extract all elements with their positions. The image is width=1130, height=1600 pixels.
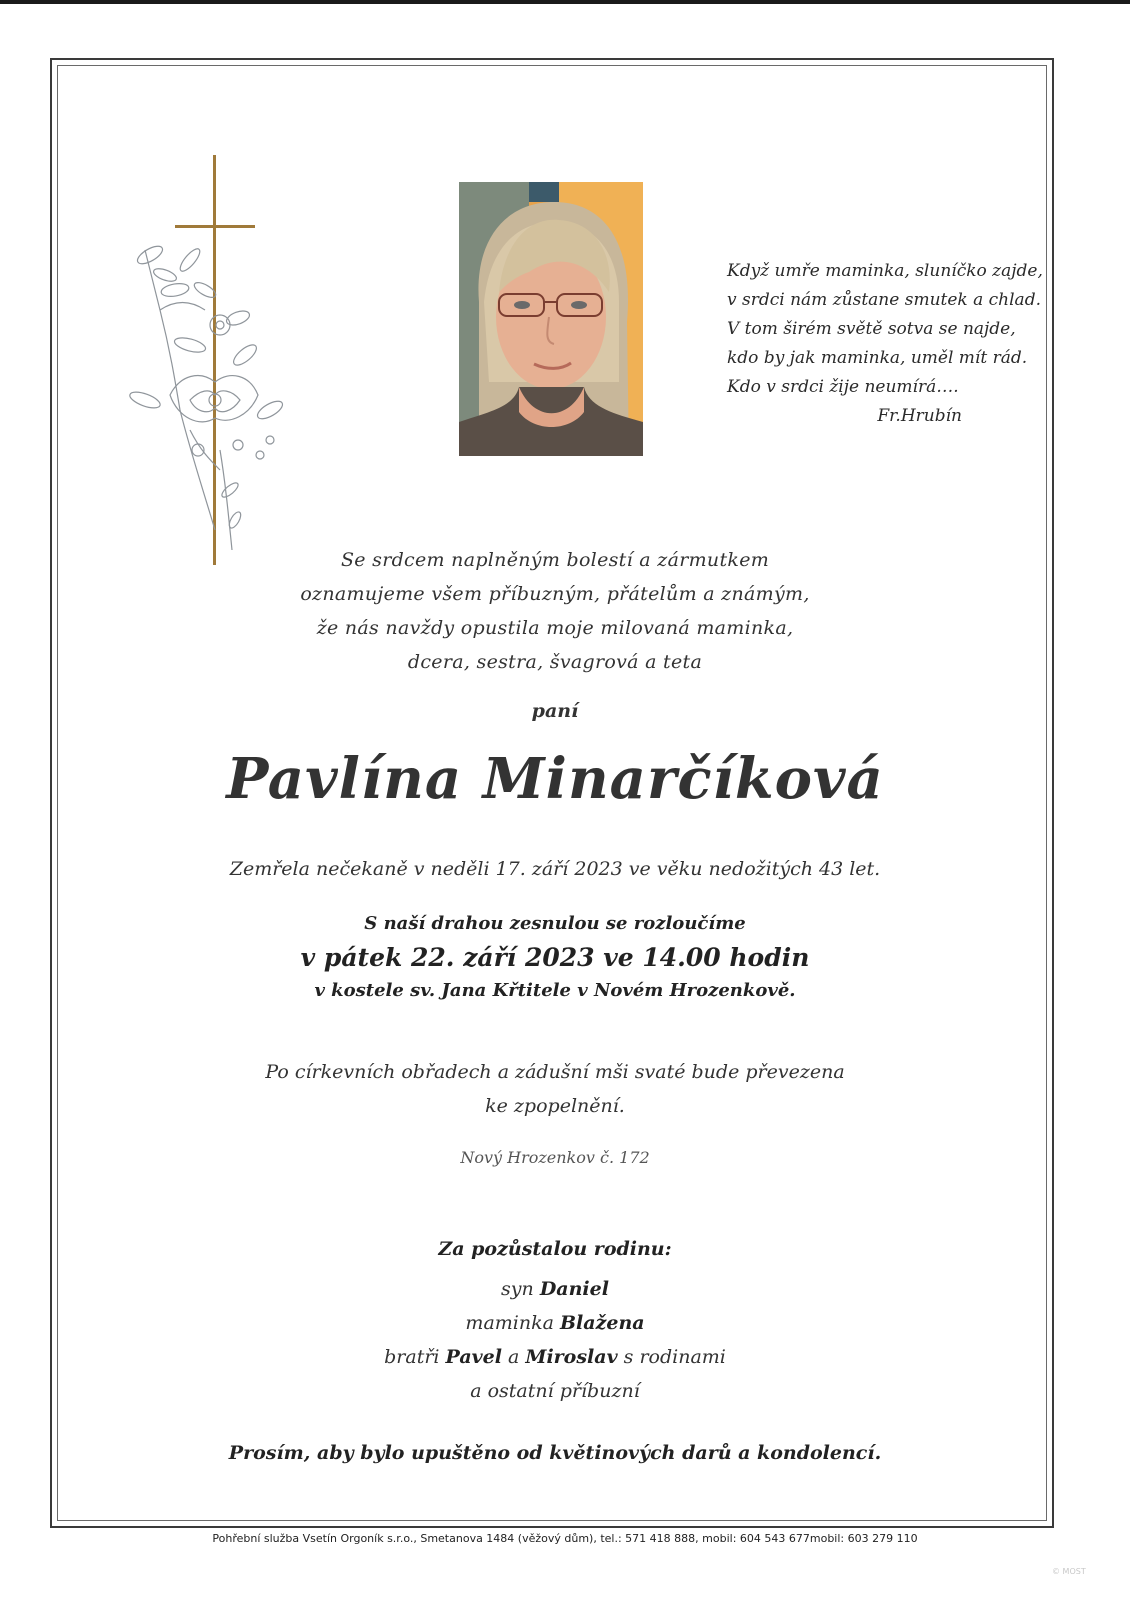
son-prefix: syn	[501, 1278, 534, 1300]
brother-name: Pavel	[445, 1346, 502, 1368]
brother-name: Miroslav	[525, 1346, 618, 1368]
poem-author: Fr.Hrubín	[877, 406, 962, 426]
deceased-name: Pavlína Minarčíková	[226, 746, 884, 812]
intro-line: dcera, sestra, švagrová a teta	[407, 651, 703, 673]
death-notice: Zemřela nečekaně v neděli 17. září 2023 ve věku nedožitých 43 let.	[229, 858, 881, 880]
brothers-and: a	[508, 1346, 520, 1368]
family-list	[60, 1272, 1050, 1408]
mother-prefix: maminka	[465, 1312, 554, 1334]
after-ceremony	[60, 1055, 1050, 1123]
family-son	[60, 1272, 1050, 1306]
salutation: paní	[531, 700, 579, 722]
poem	[727, 257, 1047, 431]
footer-funeral-service: Pohřební služba Vsetín Orgoník s.r.o., Smetanova 1484 (věžový dům), tel.: 571 418 888, mobil: 604 543 677mobil: 603 279 110	[212, 1532, 918, 1545]
poem-line: kdo by jak maminka, uměl mít rád.	[727, 348, 1028, 368]
poem-line: v srdci nám zůstane smutek a chlad.	[727, 290, 1041, 310]
family-brothers	[60, 1340, 1050, 1374]
intro-line: oznamujeme všem příbuzným, přátelům a známým,	[300, 583, 810, 605]
portrait-photo	[459, 182, 643, 456]
poem-line: V tom širém světě sotva se najde,	[727, 319, 1016, 339]
intro-line: že nás navždy opustila moje milovaná maminka,	[316, 617, 794, 639]
address: Nový Hrozenkov č. 172	[460, 1148, 650, 1167]
family-others: a ostatní příbuzní	[470, 1380, 640, 1402]
brothers-suffix: s rodinami	[623, 1346, 726, 1368]
scan-top-edge	[0, 0, 1130, 4]
farewell-intro: S naší drahou zesnulou se rozloučíme	[364, 913, 746, 934]
poem-line: Kdo v srdci žije neumírá….	[727, 377, 959, 397]
mother-name: Blažena	[559, 1312, 645, 1334]
family-title: Za pozůstalou rodinu:	[438, 1238, 672, 1260]
cross-with-flowers-icon	[120, 150, 300, 580]
after-ceremony-line: ke zpopelnění.	[485, 1095, 625, 1117]
poem-line: Když umře maminka, sluníčko zajde,	[727, 261, 1043, 281]
announcement-intro	[60, 543, 1050, 679]
intro-line: Se srdcem naplněným bolestí a zármutkem	[340, 549, 770, 571]
corner-watermark: © MOST	[1052, 1567, 1086, 1576]
after-ceremony-line: Po církevních obřadech a zádušní mši svaté bude převezena	[265, 1061, 845, 1083]
farewell-date: v pátek 22. září 2023 ve 14.00 hodin	[300, 943, 810, 972]
brothers-prefix: bratři	[384, 1346, 440, 1368]
flowers-request: Prosím, aby bylo upuštěno od květinových darů a kondolencí.	[228, 1442, 882, 1464]
farewell-place: v kostele sv. Jana Křtitele v Novém Hrozenkově.	[314, 980, 796, 1001]
family-mother	[60, 1306, 1050, 1340]
son-name: Daniel	[539, 1278, 609, 1300]
